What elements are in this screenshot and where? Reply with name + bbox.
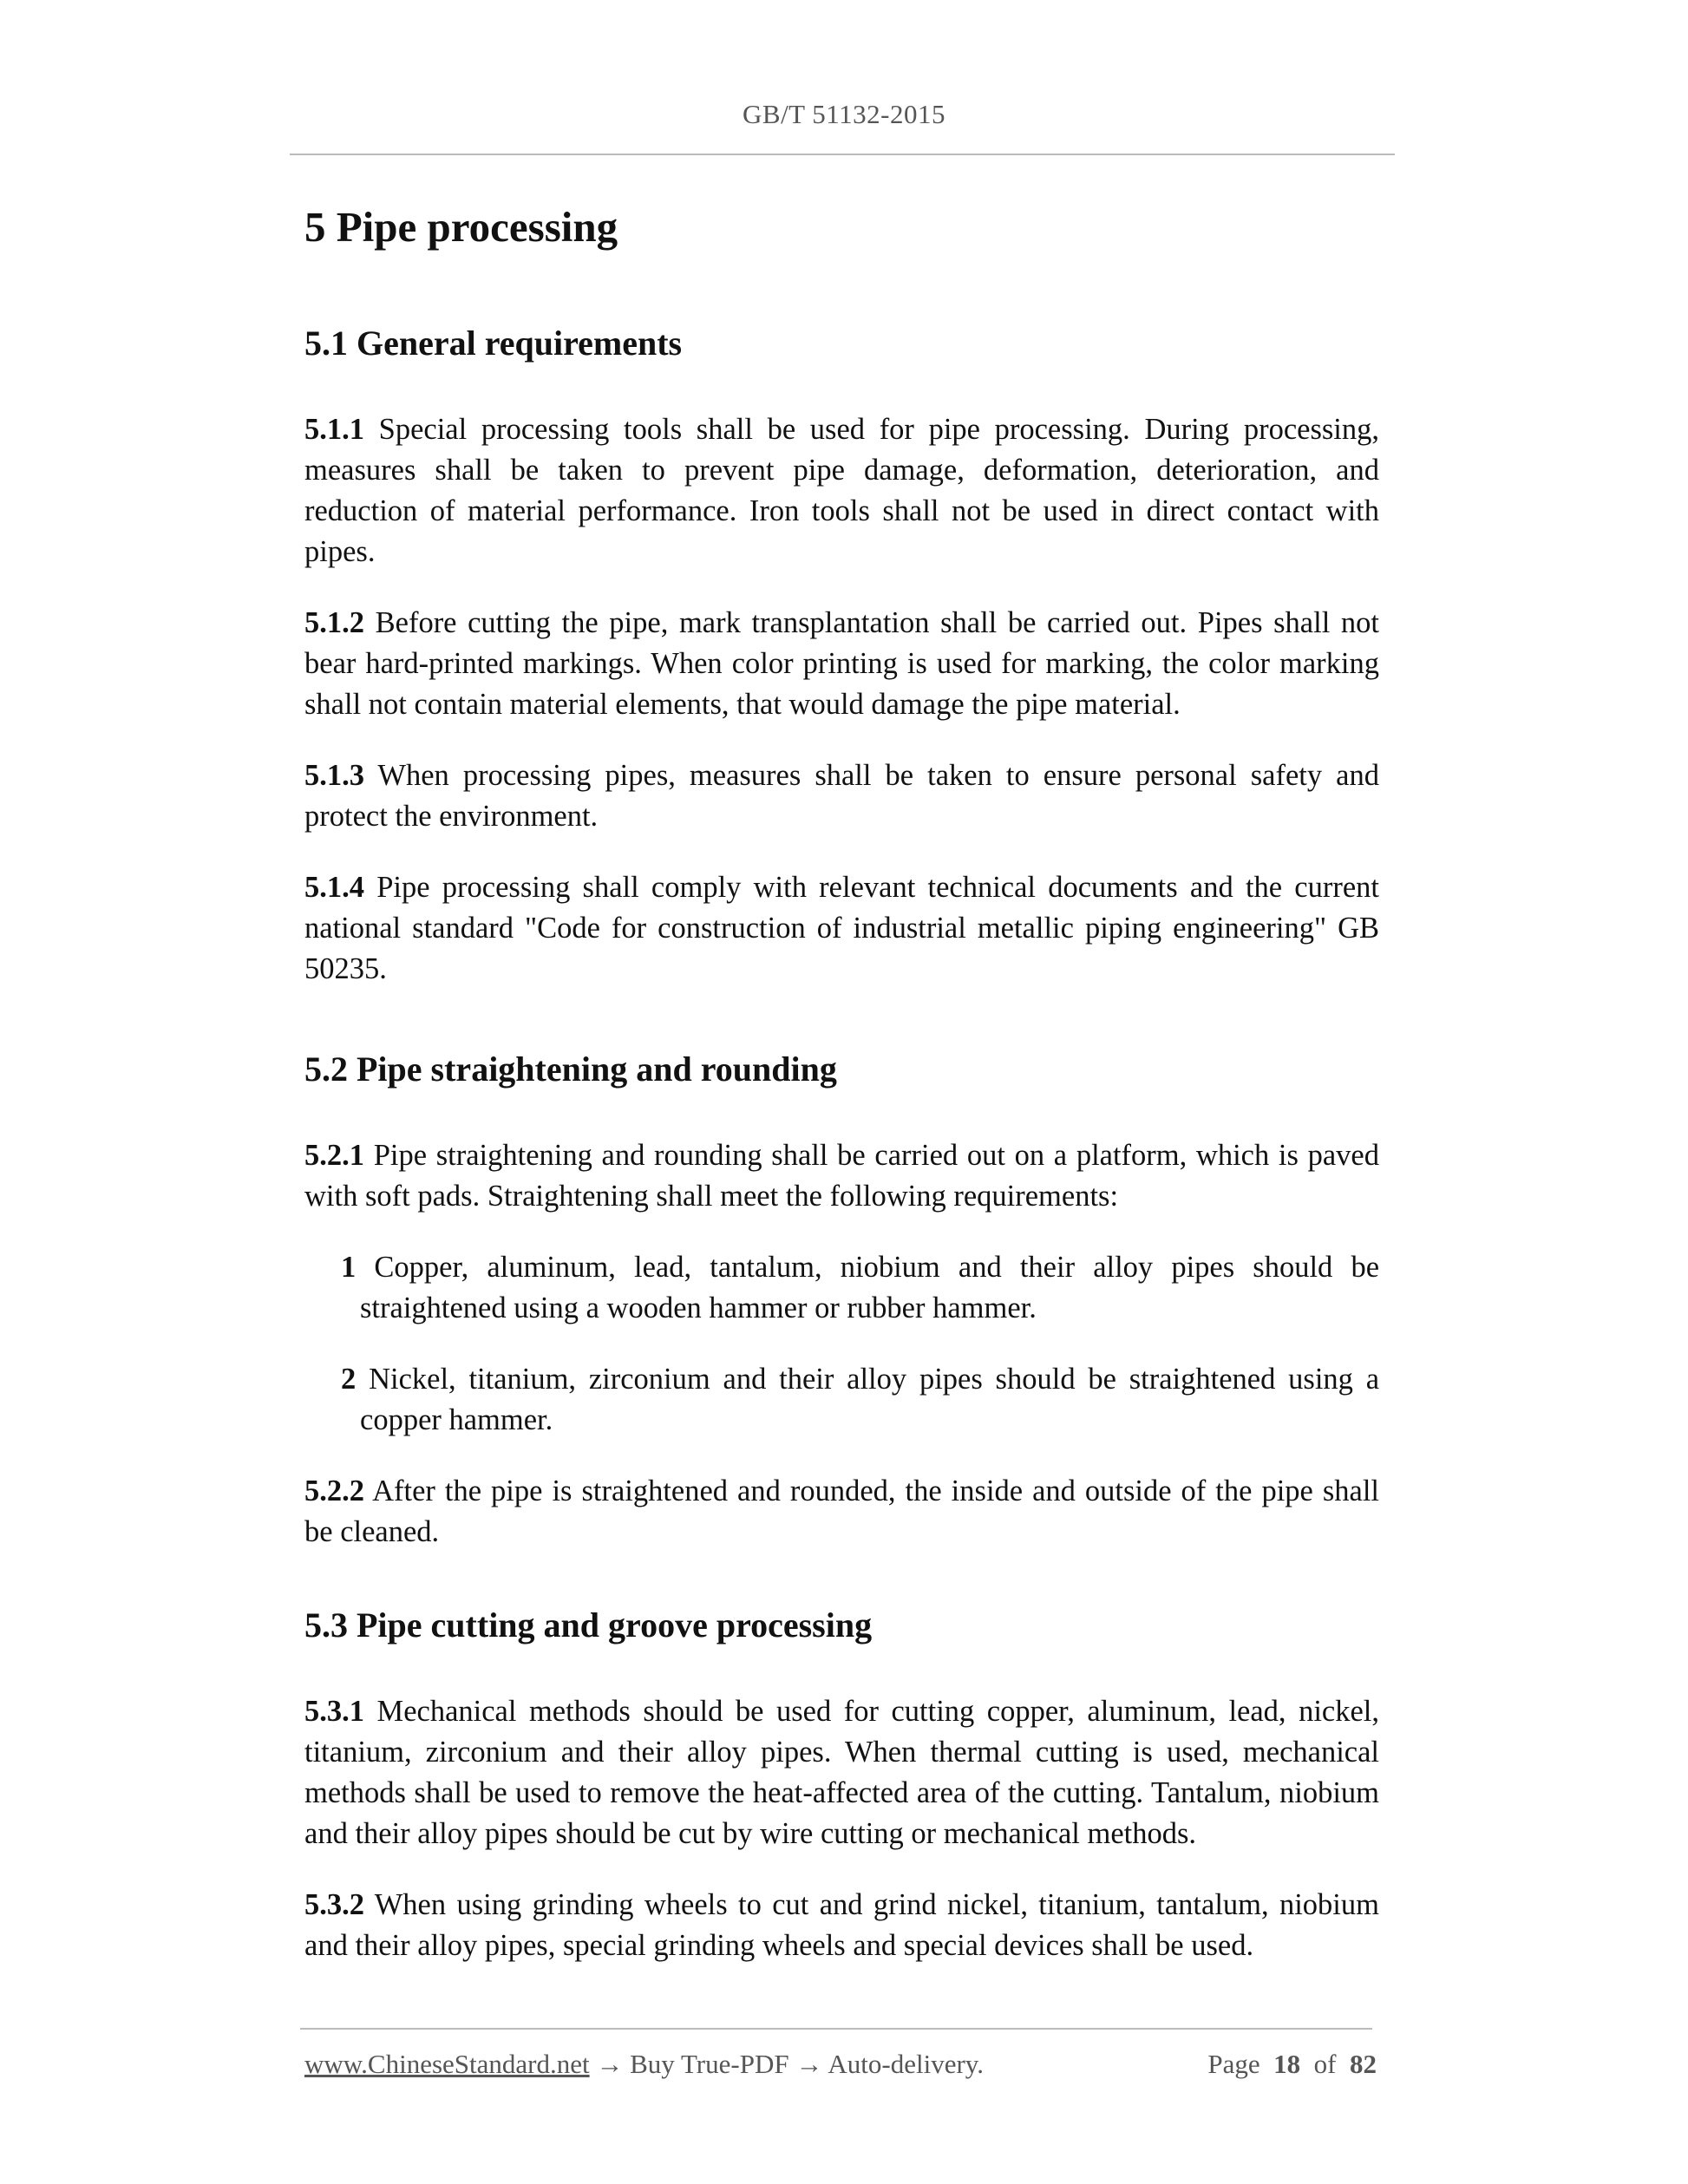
chapter-title: 5 Pipe processing — [304, 203, 618, 251]
buy-pdf-text: Buy True-PDF — [630, 2049, 789, 2079]
clause-5-1-1 — [304, 409, 1379, 572]
clause-5-1-4 — [304, 867, 1379, 990]
clause-5-2-2 — [304, 1471, 1379, 1553]
clause-text: Special processing tools shall be used for pipe processing. During processing, measures shall be taken to prevent pipe damage, deformation, deterioration, and reduction of material performance. Iron tools shall not be used in direct contact with pipes. — [304, 413, 1380, 568]
auto-delivery-text: Auto-delivery. — [828, 2049, 985, 2079]
clause-text: When processing pipes, measures shall be taken to ensure personal safety and protect the environment. — [304, 759, 1379, 833]
page-total: 82 — [1350, 2049, 1377, 2079]
website-link[interactable]: www.ChineseStandard.net — [304, 2049, 590, 2079]
clause-text: Pipe straightening and rounding shall be carried out on a platform, which is paved with soft pads. Straightening shall meet the following requirements: — [304, 1139, 1379, 1213]
clause-number: 5.1.1 — [304, 413, 364, 446]
footer-divider — [300, 2028, 1372, 2030]
list-item-number: 2 — [341, 1363, 357, 1396]
list-item-text: Copper, aluminum, lead, tantalum, niobium and their alloy pipes should be straightened using a wooden hammer or rubber hammer. — [360, 1251, 1380, 1324]
list-item-2 — [304, 1359, 1379, 1441]
document-body — [304, 196, 1379, 1966]
clause-number: 5.3.2 — [304, 1888, 364, 1921]
clause-text: Before cutting the pipe, mark transplantation shall be carried out. Pipes shall not bear hard-printed markings. When color printing is used for marking, the color marking shall not contain material elements, that would damage the pipe material. — [304, 606, 1379, 721]
clause-text: Mechanical methods should be used for cutting copper, aluminum, lead, nickel, titanium, zirconium and their alloy pipes. When thermal cutting is used, mechanical methods shall be used to remove the heat-affected area of the cutting. Tantalum, niobium and their alloy pipes should be cut by wire cutting or mechanical methods. — [304, 1695, 1379, 1850]
clause-number: 5.2.2 — [304, 1475, 364, 1507]
clause-number: 5.1.2 — [304, 606, 364, 639]
clause-text: After the pipe is straightened and rounded, the inside and outside of the pipe shall be cleaned. — [304, 1475, 1379, 1548]
clause-number: 5.1.4 — [304, 871, 364, 904]
clause-5-1-2 — [304, 603, 1379, 725]
page-indicator — [1207, 2049, 1377, 2080]
clause-5-3-2 — [304, 1885, 1379, 1966]
clause-5-2-1 — [304, 1135, 1379, 1217]
section-title-5-1: 5.1 General requirements — [304, 324, 683, 363]
clause-5-3-1 — [304, 1691, 1379, 1854]
section-title-5-3: 5.3 Pipe cutting and groove processing — [304, 1605, 873, 1645]
page-footer — [304, 2049, 1377, 2087]
list-item-number: 1 — [341, 1251, 357, 1284]
list-item-1 — [304, 1247, 1379, 1329]
of-label: of — [1313, 2049, 1337, 2079]
clause-text: When using grinding wheels to cut and grind nickel, titanium, tantalum, niobium and their alloy pipes, special grinding wheels and special devices shall be used. — [304, 1888, 1379, 1962]
page-header-title: GB/T 51132-2015 — [743, 99, 945, 129]
footer-promo — [304, 2049, 984, 2080]
arrow-right-icon: → — [795, 2049, 823, 2079]
clause-number: 5.3.1 — [304, 1695, 364, 1728]
page-number: 18 — [1273, 2049, 1301, 2079]
list-item-text: Nickel, titanium, zirconium and their alloy pipes should be straightened using a copper hammer. — [360, 1363, 1380, 1436]
page-label: Page — [1207, 2049, 1260, 2079]
requirements-list — [304, 1247, 1379, 1441]
arrow-right-icon: → — [596, 2049, 624, 2079]
section-title-5-2: 5.2 Pipe straightening and rounding — [304, 1049, 837, 1089]
clause-5-1-3 — [304, 755, 1379, 837]
clause-number: 5.1.3 — [304, 759, 364, 792]
header-divider — [290, 154, 1395, 155]
clause-text: Pipe processing shall comply with relevant technical documents and the current national standard "Code for construction of industrial metallic piping engineering" GB 50235. — [304, 871, 1379, 985]
clause-number: 5.2.1 — [304, 1139, 364, 1172]
